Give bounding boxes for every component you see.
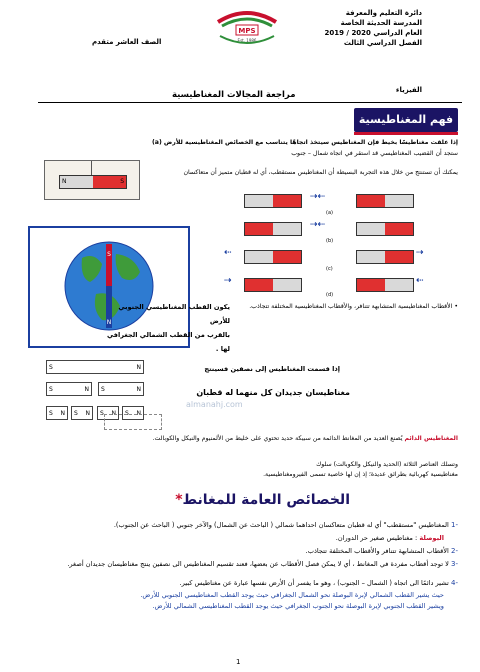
magnet-segment: S N (46, 382, 92, 396)
magnet-n-pole: N (60, 176, 93, 188)
star-icon: * (175, 492, 183, 508)
watermark: almanahj.com (186, 400, 243, 409)
section-heading (175, 492, 350, 508)
permanent-magnet-para (128, 434, 458, 443)
section-banner: فهم المغناطيسية (354, 108, 458, 132)
school-logo (214, 6, 280, 50)
pair-label: (b) (326, 238, 334, 244)
magnet-segment: S N (97, 406, 119, 420)
heading-text: الخصائص العامة للمغانط (182, 492, 350, 508)
svg-text:N: N (106, 319, 112, 326)
elements-text: وتسلك العناصر الثلاثة (الحديد والنيكل والكوبالت) سلوك (316, 461, 458, 468)
page-title: مراجعة المجالات المغناطيسية (172, 90, 296, 100)
logo-subtext: Est. 1986 (237, 38, 257, 43)
question-a: إذا علقت مغناطيسًا بخيط فإن المغناطيس سيتخذ اتجاهًا يتناسب مع الخصائص المغناطيسية للأرض (a) (151, 139, 458, 146)
magnet-segment: S N (98, 382, 144, 396)
list-item: ويشير القطب الجنوبي لإبرة البوصلة نحو الجنوب الجغرافي حيث يوجد القطب المغناطيسي الشمالي للأرض. (152, 602, 444, 610)
permanent-text: يُصنع العديد من المغانط الدائمة من سبيكة حديد تحتوي على خليط من الألمنيوم والنيكل والكوبالت. (152, 435, 403, 442)
bar-magnet (244, 250, 302, 264)
arrow-icon: ⇢ (416, 248, 424, 258)
compass-label: البوصلة (419, 534, 444, 542)
arrow-icon: ⇠ (224, 248, 232, 258)
arrow-icon: ⇠ (416, 276, 424, 286)
arrow-icon: ⇢⇠ (310, 192, 326, 202)
bar-magnet (244, 278, 302, 292)
list-item: -1 المغناطيس "مستقطب" أي له قطبان متعاكسان احداهما شمالي ( الباحث عن الشمال) والآخر جنوبي ( الباحث عن الجنوب). (113, 521, 458, 529)
bar-magnet (356, 278, 414, 292)
banner-underline (354, 132, 458, 135)
header-divider (38, 102, 462, 103)
hanging-magnet-figure (44, 160, 140, 200)
split-result: مغناطيسان جديدان كل منهما له قطبان (196, 388, 350, 397)
elements-text-2: مغناطيسية كهربائية بطرائق عديدة؛ إذ إن لها خاصية تسمى الفيرومغناطيسية. (263, 471, 458, 478)
list-item: البوصلة : مغناطيس صغير حر الدوران. (335, 534, 444, 542)
magnet-pair (210, 190, 460, 210)
earth-caption-line: بالقرب من القطب الشمالي الجغرافي لها . (106, 331, 230, 353)
list-item: -4 تشير دائمًا الى اتجاه ( الشمال – الجنوب) ، وهو ما يفسر أن الأرض نفسها عبارة عن مغناطيس كبير. (179, 579, 458, 587)
bullet-text: الأقطاب المغناطيسية المتشابهة تتنافر، والأقطاب المغناطيسية المختلفة تتجاذب. (249, 303, 453, 310)
bar-magnet (356, 194, 414, 208)
bar-magnet (356, 250, 414, 264)
bar-magnet (59, 175, 127, 189)
header-org-block (282, 8, 422, 48)
magnet-s-pole: S (93, 176, 126, 188)
arrow-icon: ⇢ (224, 276, 232, 286)
bar-magnet (244, 194, 302, 208)
earth-caption-line: يكون القطب المغناطيسي الجنوبي للأرض (118, 303, 230, 325)
org-line: العام الدراسي 2020 / 2019 (324, 29, 422, 37)
list-item: -3 لا توجد أقطاب مفردة في المغانط ، أي لا يمكن فصل الأقطاب عن بعضها، فعند تقسيم المغناطيس الى نصفين ينتج مغناطيسان جديدان أصغر. (67, 560, 458, 568)
split-magnet-extra (104, 414, 162, 430)
arrow-icon: ⇢⇠ (310, 220, 326, 230)
org-line: الفصل الدراسي الثالث (343, 39, 422, 47)
earth-caption (100, 300, 230, 356)
magnet-pair (210, 274, 460, 294)
bar-magnet (356, 222, 414, 236)
magnet-segment: S N (46, 360, 144, 374)
bullet-icon: • (454, 303, 458, 310)
grade-label: الصف العاشر متقدم (92, 38, 162, 46)
magnet-pair (210, 218, 460, 238)
thread (91, 161, 92, 175)
magnet-segment: S N (71, 406, 93, 420)
poles-bullet (208, 302, 458, 311)
magnet-segment: S N (122, 406, 144, 420)
magnet-segment: S N (46, 406, 68, 420)
logo-text: MPS (238, 27, 256, 35)
page-number: 1 (236, 658, 241, 666)
permanent-label: المغناطيس الدائم (404, 435, 458, 442)
list-item: حيث يشير القطب الشمالي لإبرة البوصلة نحو الشمال الجغرافي حيث يوجد القطب المغناطيسي الجنوبي للأرض. (140, 591, 444, 599)
pair-label: (d) (326, 292, 334, 298)
logo-emblem-icon (214, 6, 280, 50)
magnet-pair (210, 246, 460, 266)
bar-magnet (244, 222, 302, 236)
question-b: يمكنك أن تستنتج من خلال هذه التجربة البسيطة أن المغناطيس مستقطب، أي له قطبان متميز أن متعاكسان (183, 169, 458, 176)
svg-text:S: S (107, 251, 111, 258)
org-line: دائرة التعليم والمعرفة (345, 9, 422, 17)
subject-label: الفيزياء (395, 86, 422, 94)
list-item: -2 الأقطاب المتشابهة تتنافر والأقطاب المختلفة تتجاذب. (305, 547, 458, 555)
properties-list (18, 518, 458, 612)
split-title: إذا قسمت المغناطيس إلى نصفين فسينتج (204, 365, 340, 373)
answer-a: ستجد أن القضيب المغناطيسي قد استقر في اتجاه شمال – جنوب (291, 150, 458, 157)
pair-label: (a) (326, 210, 333, 216)
magnet-pairs-figure (210, 190, 460, 298)
pair-label: (c) (326, 266, 333, 272)
org-line: المدرسة الحديثة الخاصة (340, 19, 422, 27)
